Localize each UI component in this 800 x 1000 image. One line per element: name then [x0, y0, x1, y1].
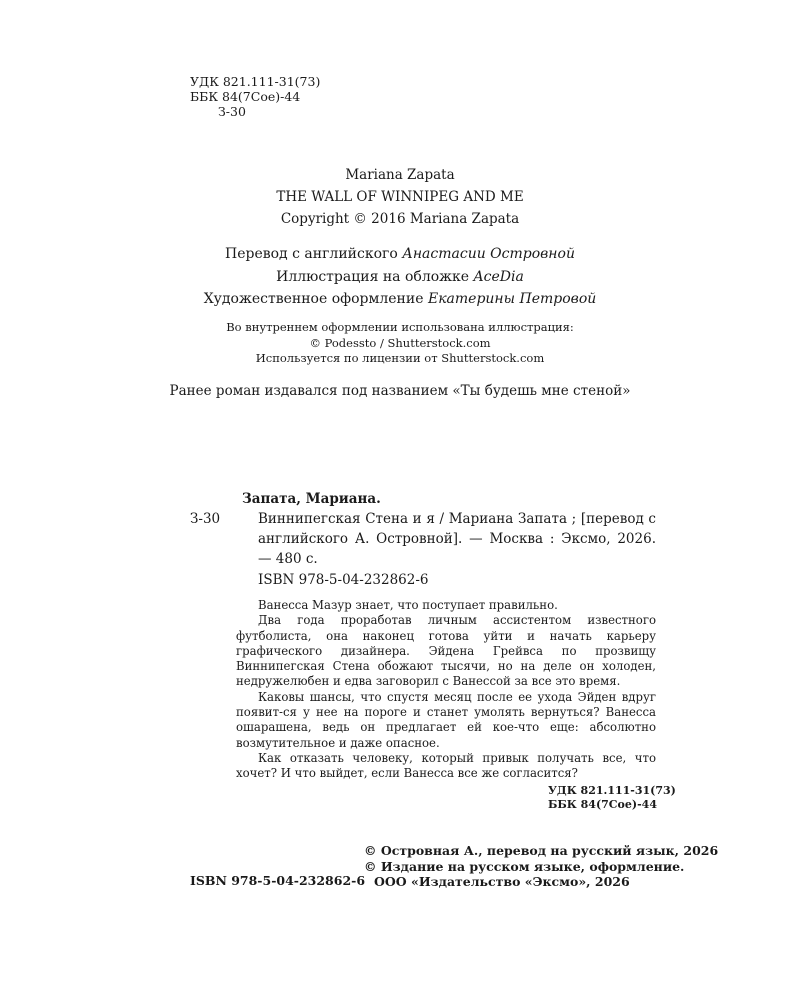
- annotation-paragraph: Каковы шансы, что спустя месяц после ее ухода Эйден вдруг появит-ся у нее на пороге и станет умолять вернуться? Ванесса ошарашена, ведь он предлагает ей кое-что еще: абсолютно возмутительное и даже опасное.: [236, 689, 656, 750]
- earlier-title-note: Ранее роман издавался под названием «Ты будешь мне стеной»: [169, 383, 631, 399]
- annotation-paragraph: Два года проработав личным ассистентом известного футболиста, она наконец готова уйти и начать карьеру графического дизайнера. Эйдена Грейвса по прозвищу Виннипегская Стена обожают тысячи, но на деле он холоден, недружелюбен и едва заговорил с Ванессой за все это время.: [236, 613, 656, 689]
- original-copyright: Copyright © 2016 Mariana Zapata: [280, 211, 520, 227]
- illustration-note: Во внутреннем оформлении использована иллюстрация: © Podessto / Shutterstock.com Используется по лицензии от Shutterstock.com: [226, 320, 574, 365]
- bbk-code-bottom: ББК 84(7Сое)-44: [548, 797, 657, 811]
- original-author: Mariana Zapata: [345, 167, 455, 183]
- edition-copyright: © Издание на русском языке, оформление.: [364, 858, 685, 874]
- udk-code: УДК 821.111-31(73): [190, 74, 321, 89]
- udk-code-bottom: УДК 821.111-31(73): [548, 784, 676, 797]
- copyright-block: [364, 843, 718, 890]
- credits: [0, 243, 800, 311]
- isbn-bottom: ISBN 978-5-04-232862-6: [190, 873, 366, 888]
- publisher-copyright: ООО «Издательство «Эксмо», 2026: [374, 874, 630, 889]
- classification-codes: [190, 74, 320, 119]
- catalog-author: Запата, Мариана.: [242, 491, 381, 507]
- cover-artist-name: AceDia: [473, 268, 524, 285]
- bottom-classification-codes: [548, 784, 676, 811]
- cutter-code: З-30: [218, 104, 246, 119]
- original-title: THE WALL OF WINNIPEG AND ME: [276, 189, 524, 205]
- design-credit: Художественное оформление Екатерины Петровой: [203, 291, 597, 307]
- designer-name: Екатерины Петровой: [427, 291, 597, 307]
- catalog-cutter: З-30: [190, 511, 221, 527]
- translation-copyright: © Островная А., перевод на русский язык, 2026: [364, 843, 719, 858]
- cover-credit: Иллюстрация на обложке AceDia: [276, 268, 524, 285]
- bbk-code: ББК 84(7Сое)-44: [190, 89, 301, 104]
- translator-name: Анастасии Островной: [402, 246, 575, 262]
- annotation: [236, 598, 656, 782]
- catalog-isbn: ISBN 978-5-04-232862-6: [258, 572, 429, 588]
- annotation-paragraph: Как отказать человеку, который привык получать все, что хочет? И что выйдет, если Ванесса все же согласится?: [236, 750, 656, 781]
- catalog-entry: Виннипегская Стена и я / Мариана Запата ; [перевод с английского А. Островной]. — Москва : Эксмо, 2026. — 480 с.: [258, 511, 656, 567]
- translation-credit: Перевод с английского Анастасии Островной: [225, 246, 575, 262]
- annotation-paragraph: Ванесса Мазур знает, что поступает правильно.: [258, 598, 558, 612]
- original-edition-info: [0, 164, 800, 230]
